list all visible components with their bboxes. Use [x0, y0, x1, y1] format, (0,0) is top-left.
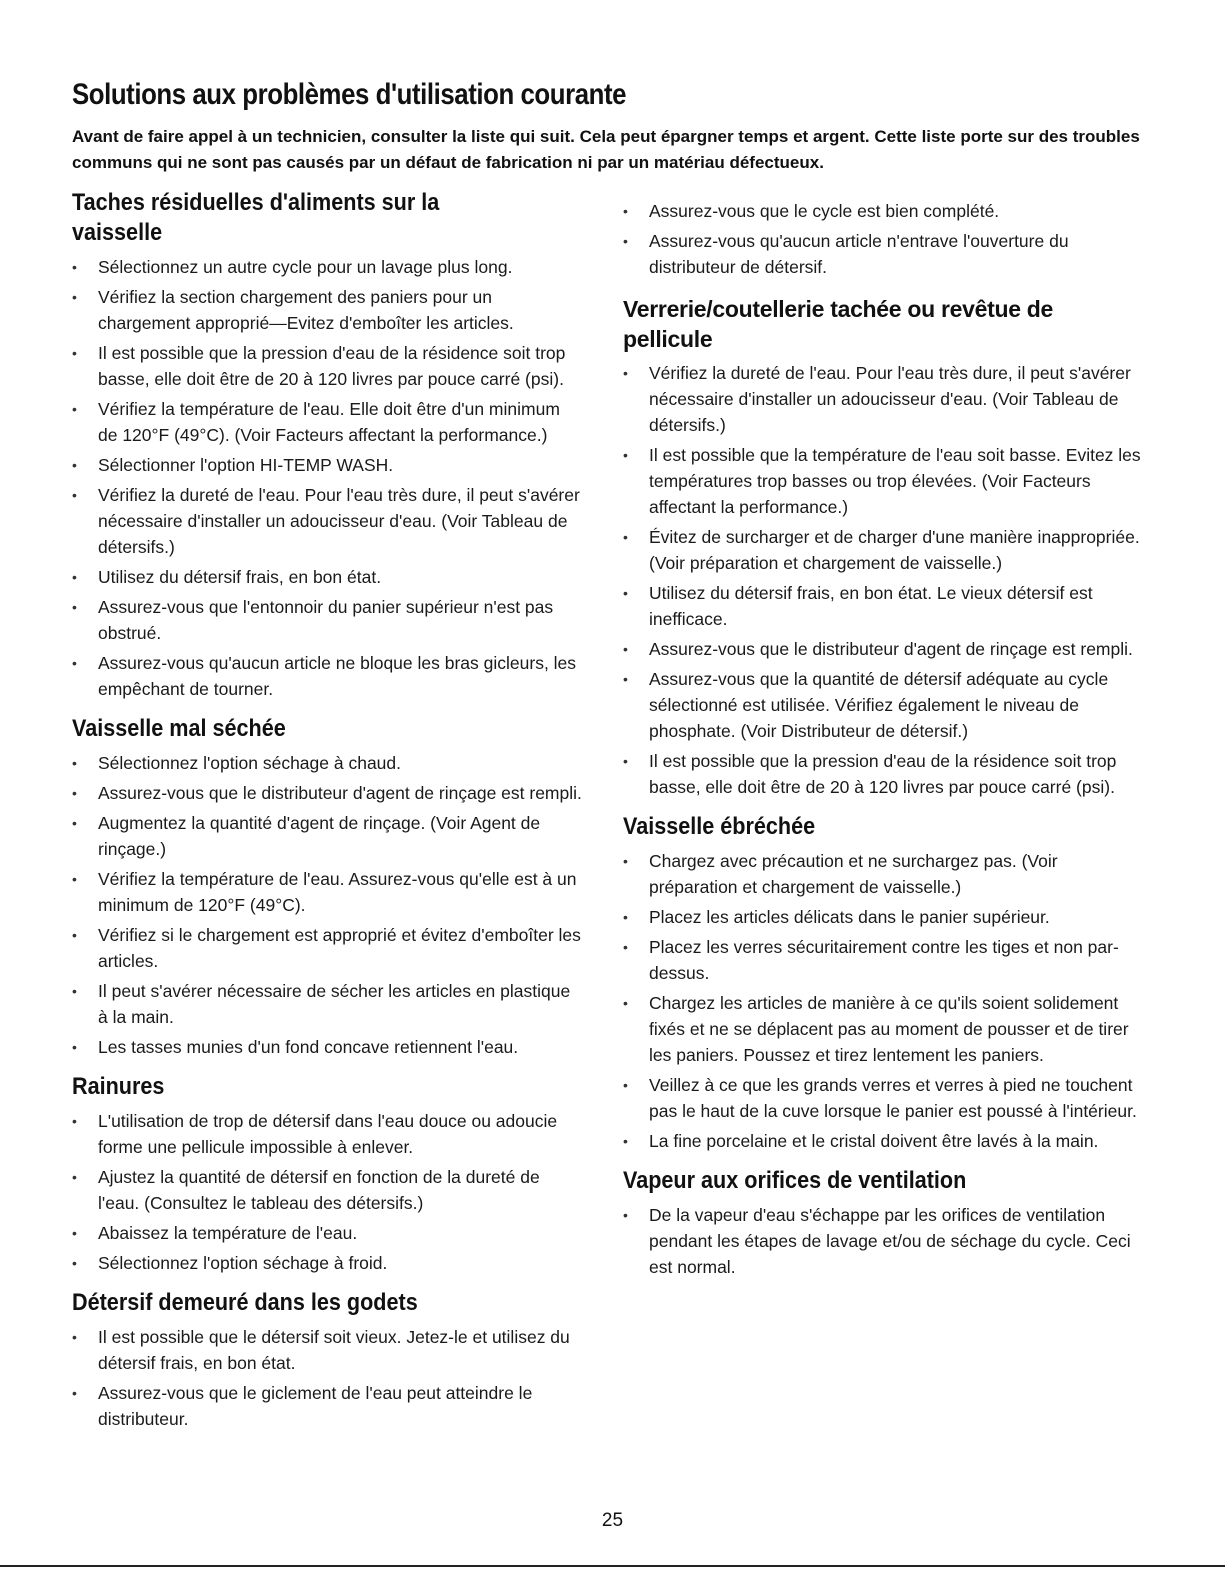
- section-heading: Détersif demeuré dans les godets: [72, 1289, 418, 1316]
- list-item: • Assurez-vous que le distributeur d'agent de rinçage est rempli.: [623, 636, 1143, 662]
- troubleshooting-section: [623, 1166, 1143, 1280]
- list-item: • Les tasses munies d'un fond concave retiennent l'eau.: [72, 1034, 582, 1060]
- list-item: • Il est possible que la pression d'eau de la résidence soit trop basse, elle doit être de 20 à 120 livres par pouce carré (psi).: [72, 340, 582, 392]
- list-item: • Utilisez du détersif frais, en bon état.: [72, 564, 582, 590]
- section-heading: Vaisselle mal séchée: [72, 715, 286, 742]
- page-number: 25: [601, 1510, 624, 1531]
- section-heading: Vaisselle ébréchée: [623, 813, 816, 840]
- page-title: Solutions aux problèmes d'utilisation courante: [72, 78, 627, 111]
- continued-list: [623, 198, 1143, 280]
- list-item: • Il est possible que la température de l'eau soit basse. Evitez les températures trop basses ou trop élevées. (Voir Facteurs affectant la performance.): [623, 442, 1143, 520]
- list-item: • L'utilisation de trop de détersif dans l'eau douce ou adoucie forme une pellicule impossible à enlever.: [72, 1108, 582, 1160]
- bullet-list: [72, 254, 582, 702]
- list-item: • Assurez-vous qu'aucun article n'entrave l'ouverture du distributeur de détersif.: [623, 228, 1143, 280]
- troubleshooting-section: [72, 1072, 582, 1276]
- list-item: • Assurez-vous que l'entonnoir du panier supérieur n'est pas obstrué.: [72, 594, 582, 646]
- bottom-divider: [0, 1565, 1225, 1567]
- bullet-list: [72, 1324, 582, 1432]
- troubleshooting-section: [623, 294, 1143, 800]
- list-item: • Assurez-vous qu'aucun article ne bloque les bras gicleurs, les empêchant de tourner.: [72, 650, 582, 702]
- list-item: • Chargez avec précaution et ne surchargez pas. (Voir préparation et chargement de vaisselle.): [623, 848, 1143, 900]
- troubleshooting-section: [72, 188, 582, 702]
- list-item: • Vérifiez la dureté de l'eau. Pour l'eau très dure, il peut s'avérer nécessaire d'installer un adoucisseur d'eau. (Voir Tableau de détersifs.): [623, 360, 1143, 438]
- list-item: • De la vapeur d'eau s'échappe par les orifices de ventilation pendant les étapes de lavage et/ou de séchage du cycle. Ceci est normal.: [623, 1202, 1143, 1280]
- right-column: [623, 198, 1143, 1292]
- section-heading: Rainures: [72, 1073, 165, 1100]
- list-item: • Augmentez la quantité d'agent de rinçage. (Voir Agent de rinçage.): [72, 810, 582, 862]
- list-item: • Évitez de surcharger et de charger d'une manière inappropriée. (Voir préparation et chargement de vaisselle.): [623, 524, 1143, 576]
- list-item: • Vérifiez la dureté de l'eau. Pour l'eau très dure, il peut s'avérer nécessaire d'installer un adoucisseur d'eau. (Voir Tableau de détersifs.): [72, 482, 582, 560]
- list-item: • Sélectionnez l'option séchage à chaud.: [72, 750, 582, 776]
- list-item: • Abaissez la température de l'eau.: [72, 1220, 582, 1246]
- bullet-list: [623, 1202, 1143, 1280]
- troubleshooting-section: [72, 714, 582, 1060]
- bullet-list: [72, 1108, 582, 1276]
- list-item: • Vérifiez la température de l'eau. Assurez-vous qu'elle est à un minimum de 120°F (49°C).: [72, 866, 582, 918]
- bullet-list: [623, 198, 1143, 280]
- list-item: • Assurez-vous que le cycle est bien complété.: [623, 198, 1143, 224]
- list-item: • Placez les articles délicats dans le panier supérieur.: [623, 904, 1143, 930]
- section-heading: Vapeur aux orifices de ventilation: [623, 1167, 967, 1194]
- list-item: • Vérifiez la température de l'eau. Elle doit être d'un minimum de 120°F (49°C). (Voir Facteurs affectant la performance.): [72, 396, 582, 448]
- right-sections: [623, 294, 1143, 1280]
- list-item: • Chargez les articles de manière à ce qu'ils soient solidement fixés et ne se déplacent pas au moment de pousser et de tirer les paniers. Poussez et tirez lentement les paniers.: [623, 990, 1143, 1068]
- list-item: • Sélectionnez un autre cycle pour un lavage plus long.: [72, 254, 582, 280]
- list-item: • Placez les verres sécuritairement contre les tiges et non par-dessus.: [623, 934, 1143, 986]
- intro-paragraph: Avant de faire appel à un technicien, consulter la liste qui suit. Cela peut épargner temps et argent. Cette liste porte sur des troubles communs qui ne sont pas causés par un défaut de fabrication ni par un matériau défectueux.: [72, 127, 1140, 172]
- list-item: • Veillez à ce que les grands verres et verres à pied ne touchent pas le haut de la cuve lorsque le panier est poussé à l'intérieur.: [623, 1072, 1143, 1124]
- list-item: • Il est possible que la pression d'eau de la résidence soit trop basse, elle doit être de 20 à 120 livres par pouce carré (psi).: [623, 748, 1143, 800]
- left-column: [72, 188, 582, 1444]
- troubleshooting-section: [72, 1288, 582, 1432]
- list-item: • Il est possible que le détersif soit vieux. Jetez-le et utilisez du détersif frais, en bon état.: [72, 1324, 582, 1376]
- bullet-list: [623, 360, 1143, 800]
- section-heading: Taches résiduelles d'aliments sur la vaisselle: [72, 189, 440, 246]
- list-item: • Sélectionnez l'option séchage à froid.: [72, 1250, 582, 1276]
- section-heading: Verrerie/coutellerie tachée ou revêtue de pellicule: [623, 296, 1054, 352]
- list-item: • Sélectionner l'option HI-TEMP WASH.: [72, 452, 582, 478]
- bullet-list: [623, 848, 1143, 1154]
- list-item: • Ajustez la quantité de détersif en fonction de la dureté de l'eau. (Consultez le tableau des détersifs.): [72, 1164, 582, 1216]
- bullet-list: [72, 750, 582, 1060]
- list-item: • Utilisez du détersif frais, en bon état. Le vieux détersif est inefficace.: [623, 580, 1143, 632]
- list-item: • Vérifiez si le chargement est approprié et évitez d'emboîter les articles.: [72, 922, 582, 974]
- list-item: • Assurez-vous que le giclement de l'eau peut atteindre le distributeur.: [72, 1380, 582, 1432]
- list-item: • Vérifiez la section chargement des paniers pour un chargement approprié—Evitez d'emboîter les articles.: [72, 284, 582, 336]
- list-item: • Assurez-vous que le distributeur d'agent de rinçage est rempli.: [72, 780, 582, 806]
- list-item: • La fine porcelaine et le cristal doivent être lavés à la main.: [623, 1128, 1143, 1154]
- troubleshooting-section: [623, 812, 1143, 1154]
- list-item: • Il peut s'avérer nécessaire de sécher les articles en plastique à la main.: [72, 978, 582, 1030]
- list-item: • Assurez-vous que la quantité de détersif adéquate au cycle sélectionné est utilisée. Vérifiez également le niveau de phosphate. (Voir Distributeur de détersif.): [623, 666, 1143, 744]
